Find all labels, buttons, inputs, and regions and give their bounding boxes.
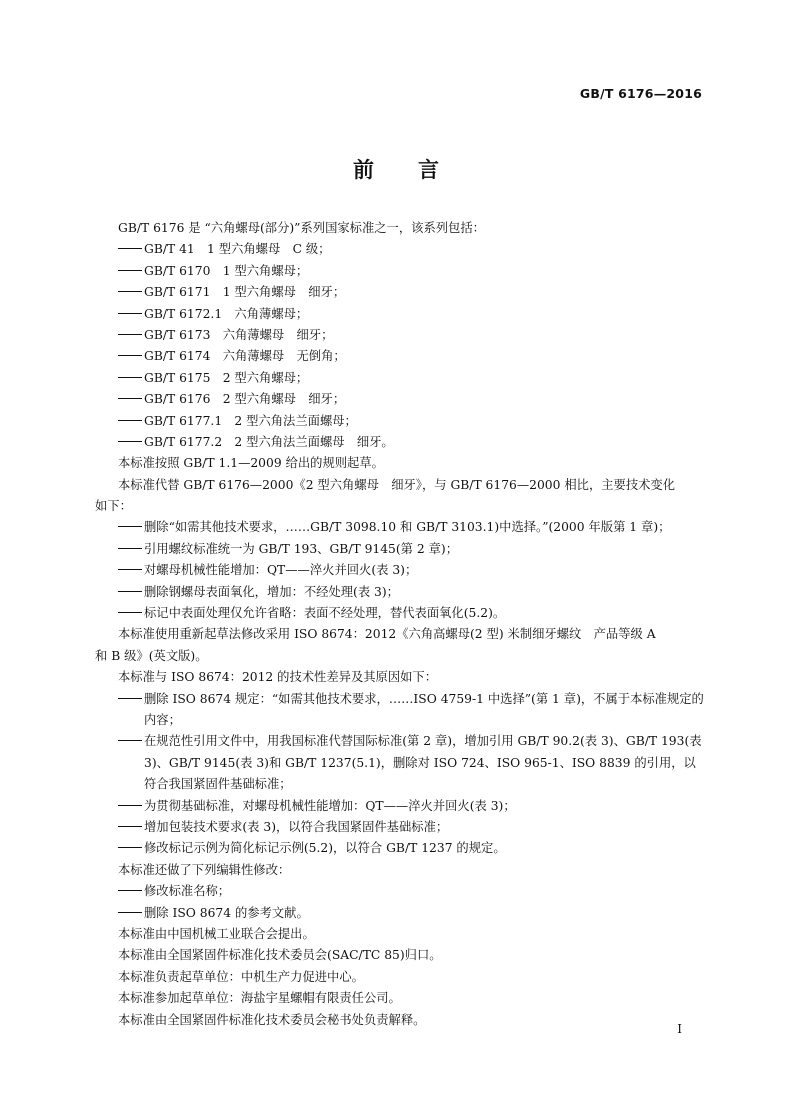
- drafting-rule-paragraph: 本标准按照 GB/T 1.1—2009 给出的规则起草。: [118, 456, 384, 471]
- replaces-paragraph: 本标准代替 GB/T 6176—2000《2 型六角螺母 细牙》，与 GB/T 6176—2000 相比，主要技术变化: [118, 477, 676, 492]
- em-dash-mark: [118, 903, 144, 924]
- em-dash-mark: [118, 304, 144, 325]
- em-dash-mark: [118, 582, 144, 603]
- proposed-by-paragraph: 本标准由中国机械工业联合会提出。: [118, 926, 315, 941]
- series-item: GB/T 6174 六角薄螺母 无倒角；: [118, 346, 704, 367]
- series-item: GB/T 6177.1 2 型六角法兰面螺母；: [118, 411, 704, 432]
- em-dash-mark: [118, 261, 144, 282]
- centralized-by-paragraph: 本标准由全国紧固件标准化技术委员会(SAC/TC 85)归口。: [118, 948, 442, 963]
- series-item: GB/T 6170 1 型六角螺母；: [118, 261, 704, 282]
- em-dash-mark: [118, 346, 144, 367]
- page-number: I: [677, 1022, 682, 1036]
- change-item: 删除钢螺母表面氧化，增加：不经处理(表 3)；: [118, 582, 704, 603]
- difference-item: 增加包装技术要求(表 3)，以符合我国紧固件基础标准；: [118, 817, 704, 838]
- replaces-paragraph-continuation: 如下：: [95, 499, 132, 514]
- foreword-body: [95, 218, 704, 1031]
- difference-item: 为贯彻基础标准，对螺母机械性能增加：QT——淬火并回火(表 3)；: [118, 796, 704, 817]
- redrafting-paragraph: 本标准使用重新起草法修改采用 ISO 8674：2012《六角高螺母(2 型) 米制细牙螺纹 产品等级 A: [118, 627, 656, 642]
- em-dash-mark: [118, 282, 144, 303]
- interpretation-paragraph: 本标准由全国紧固件标准化技术委员会秘书处负责解释。: [118, 1012, 426, 1027]
- series-item: GB/T 6172.1 六角薄螺母；: [118, 304, 704, 325]
- em-dash-mark: [118, 560, 144, 581]
- change-item: 删除“如需其他技术要求，……GB/T 3098.10 和 GB/T 3103.1)中选择。”(2000 年版第 1 章)；: [118, 517, 704, 538]
- em-dash-mark: [118, 539, 144, 560]
- change-item: 标记中表面处理仅允许省略：表面不经处理，替代表面氧化(5.2)。: [118, 603, 704, 624]
- series-item: GB/T 6177.2 2 型六角法兰面螺母 细牙。: [118, 432, 704, 453]
- em-dash-mark: [118, 731, 144, 752]
- em-dash-mark: [118, 411, 144, 432]
- em-dash-mark: [118, 603, 144, 624]
- editorial-item: 修改标准名称；: [118, 881, 704, 902]
- em-dash-mark: [118, 689, 144, 710]
- drafting-unit-paragraph: 本标准负责起草单位：中机生产力促进中心。: [118, 969, 364, 984]
- em-dash-mark: [118, 881, 144, 902]
- standard-code-header: GB/T 6176—2016: [579, 86, 702, 101]
- em-dash-mark: [118, 517, 144, 538]
- series-item: GB/T 6173 六角薄螺母 细牙；: [118, 325, 704, 346]
- em-dash-mark: [118, 239, 144, 260]
- em-dash-mark: [118, 796, 144, 817]
- em-dash-mark: [118, 325, 144, 346]
- difference-item: 修改标记示例为简化标记示例(5.2)，以符合 GB/T 1237 的规定。: [118, 838, 704, 859]
- editorial-item: 删除 ISO 8674 的参考文献。: [118, 903, 704, 924]
- series-item: GB/T 41 1 型六角螺母 C 级；: [118, 239, 704, 260]
- series-intro: GB/T 6176 是 “六角螺母(部分)”系列国家标准之一，该系列包括：: [118, 221, 485, 235]
- change-item: 对螺母机械性能增加：QT——淬火并回火(表 3)；: [118, 560, 704, 581]
- redrafting-paragraph-continuation: 和 B 级》(英文版)。: [95, 648, 208, 663]
- em-dash-mark: [118, 368, 144, 389]
- page-title: 前言: [353, 158, 483, 182]
- participating-unit-paragraph: 本标准参加起草单位：海盐宇星螺帽有限责任公司。: [118, 991, 401, 1006]
- em-dash-mark: [118, 817, 144, 838]
- difference-item: 在规范性引用文件中，用我国标准代替国际标准(第 2 章)，增加引用 GB/T 90.2(表 3)、GB/T 193(表 3)、GB/T 9145(表 3)和 GB/T 1237(5.1)，删除对 ISO 724、ISO 965-1、ISO 8839 的引用，以符合我国紧固件基础标准；: [118, 731, 704, 795]
- em-dash-mark: [118, 432, 144, 453]
- em-dash-mark: [118, 838, 144, 859]
- em-dash-mark: [118, 389, 144, 410]
- difference-item: 删除 ISO 8674 规定：“如需其他技术要求，……ISO 4759-1 中选择”(第 1 章)，不属于本标准规定的内容；: [118, 689, 704, 732]
- series-item: GB/T 6175 2 型六角螺母；: [118, 368, 704, 389]
- change-item: 引用螺纹标准统一为 GB/T 193、GB/T 9145(第 2 章)；: [118, 539, 704, 560]
- editorial-intro: 本标准还做了下列编辑性修改：: [118, 862, 291, 877]
- series-item: GB/T 6171 1 型六角螺母 细牙；: [118, 282, 704, 303]
- series-item: GB/T 6176 2 型六角螺母 细牙；: [118, 389, 704, 410]
- differences-intro: 本标准与 ISO 8674：2012 的技术性差异及其原因如下：: [118, 670, 438, 685]
